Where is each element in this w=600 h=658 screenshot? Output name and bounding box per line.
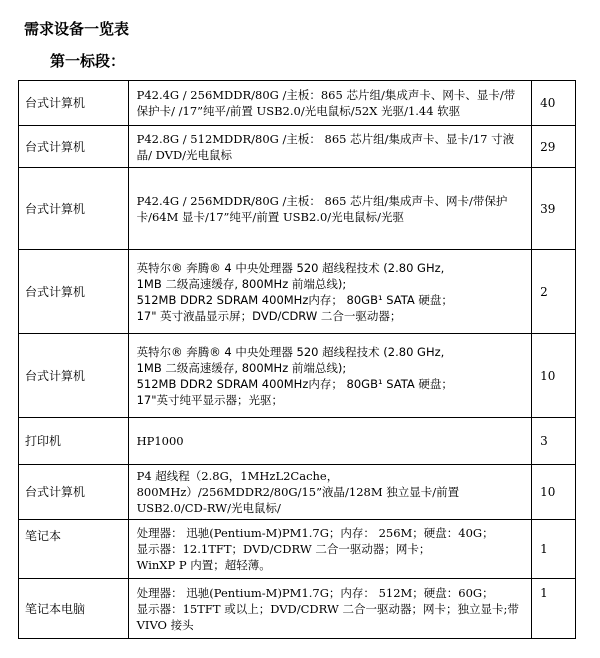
device-name-cell: 笔记本电脑 [19,579,129,639]
table-row [19,418,576,465]
quantity-cell: 3 [532,418,576,465]
table-row [19,579,576,639]
quantity-cell: 2 [532,250,576,334]
spec-cell: HP1000 [128,418,532,465]
quantity-cell: 39 [532,168,576,250]
table-row [19,334,576,418]
quantity-cell: 1 [532,520,576,579]
section-subtitle: 第一标段： [50,52,126,70]
spec-cell: 处理器： 迅驰(Pentium-M)PM1.7G；内存： 256M；硬盘：40G； 显示器：12.1TFT；DVD/CDRW 二合一驱动器；网卡； WinXP P 内置；超轻薄。 [128,520,532,579]
table-row [19,250,576,334]
table-row [19,520,576,579]
table-row [19,81,576,126]
spec-cell: P42.8G / 512MDDR/80G /主板： 865 芯片组/集成声卡、显卡/17 寸液晶/ DVD/光电鼠标 [128,126,532,168]
spec-cell: P4 超线程（2.8G，1MHzL2Cache，800MHz）/256MDDR2/80G/15”液晶/128M 独立显卡/前置 USB2.0/CD-RW/光电鼠标/ [128,465,532,520]
quantity-cell: 1 [532,579,576,639]
quantity-cell: 40 [532,81,576,126]
table-row [19,168,576,250]
spec-cell: 英特尔® 奔腾® 4 中央处理器 520 超线程技术 (2.80 GHz, 1MB 二级高速缓存, 800MHz 前端总线); 512MB DDR2 SDRAM 400MHz内存； 80GB¹ SATA 硬盘； 17"英寸纯平显示器；光驱； [128,334,532,418]
device-name-cell: 笔记本 [19,520,129,579]
quantity-cell: 10 [532,465,576,520]
device-name-cell: 台式计算机 [19,465,129,520]
equipment-table [18,80,576,639]
device-name-cell: 台式计算机 [19,126,129,168]
quantity-cell: 29 [532,126,576,168]
spec-cell: P42.4G / 256MDDR/80G /主板： 865 芯片组/集成声卡、网卡/带保护卡/64M 显卡/17”纯平/前置 USB2.0/光电鼠标/光驱 [128,168,532,250]
spec-cell: 英特尔® 奔腾® 4 中央处理器 520 超线程技术 (2.80 GHz, 1MB 二级高速缓存, 800MHz 前端总线); 512MB DDR2 SDRAM 400MHz内存； 80GB¹ SATA 硬盘； 17" 英寸液晶显示屏；DVD/CDRW 二合一驱动器； [128,250,532,334]
spec-cell: 处理器： 迅驰(Pentium-M)PM1.7G；内存： 512M；硬盘：60G； 显示器：15TFT 或以上；DVD/CDRW 二合一驱动器；网卡；独立显卡;带 VIVO 接头 [128,579,532,639]
device-name-cell: 台式计算机 [19,334,129,418]
device-name-cell: 台式计算机 [19,250,129,334]
table-row [19,465,576,520]
device-name-cell: 台式计算机 [19,168,129,250]
document-title: 需求设备一览表 [24,20,130,38]
table-row [19,126,576,168]
device-name-cell: 打印机 [19,418,129,465]
device-name-cell: 台式计算机 [19,81,129,126]
spec-cell: P42.4G / 256MDDR/80G /主板：865 芯片组/集成声卡、网卡、显卡/带保护卡/ /17”纯平/前置 USB2.0/光电鼠标/52X 光驱/1.44 软驱 [128,81,532,126]
quantity-cell: 10 [532,334,576,418]
